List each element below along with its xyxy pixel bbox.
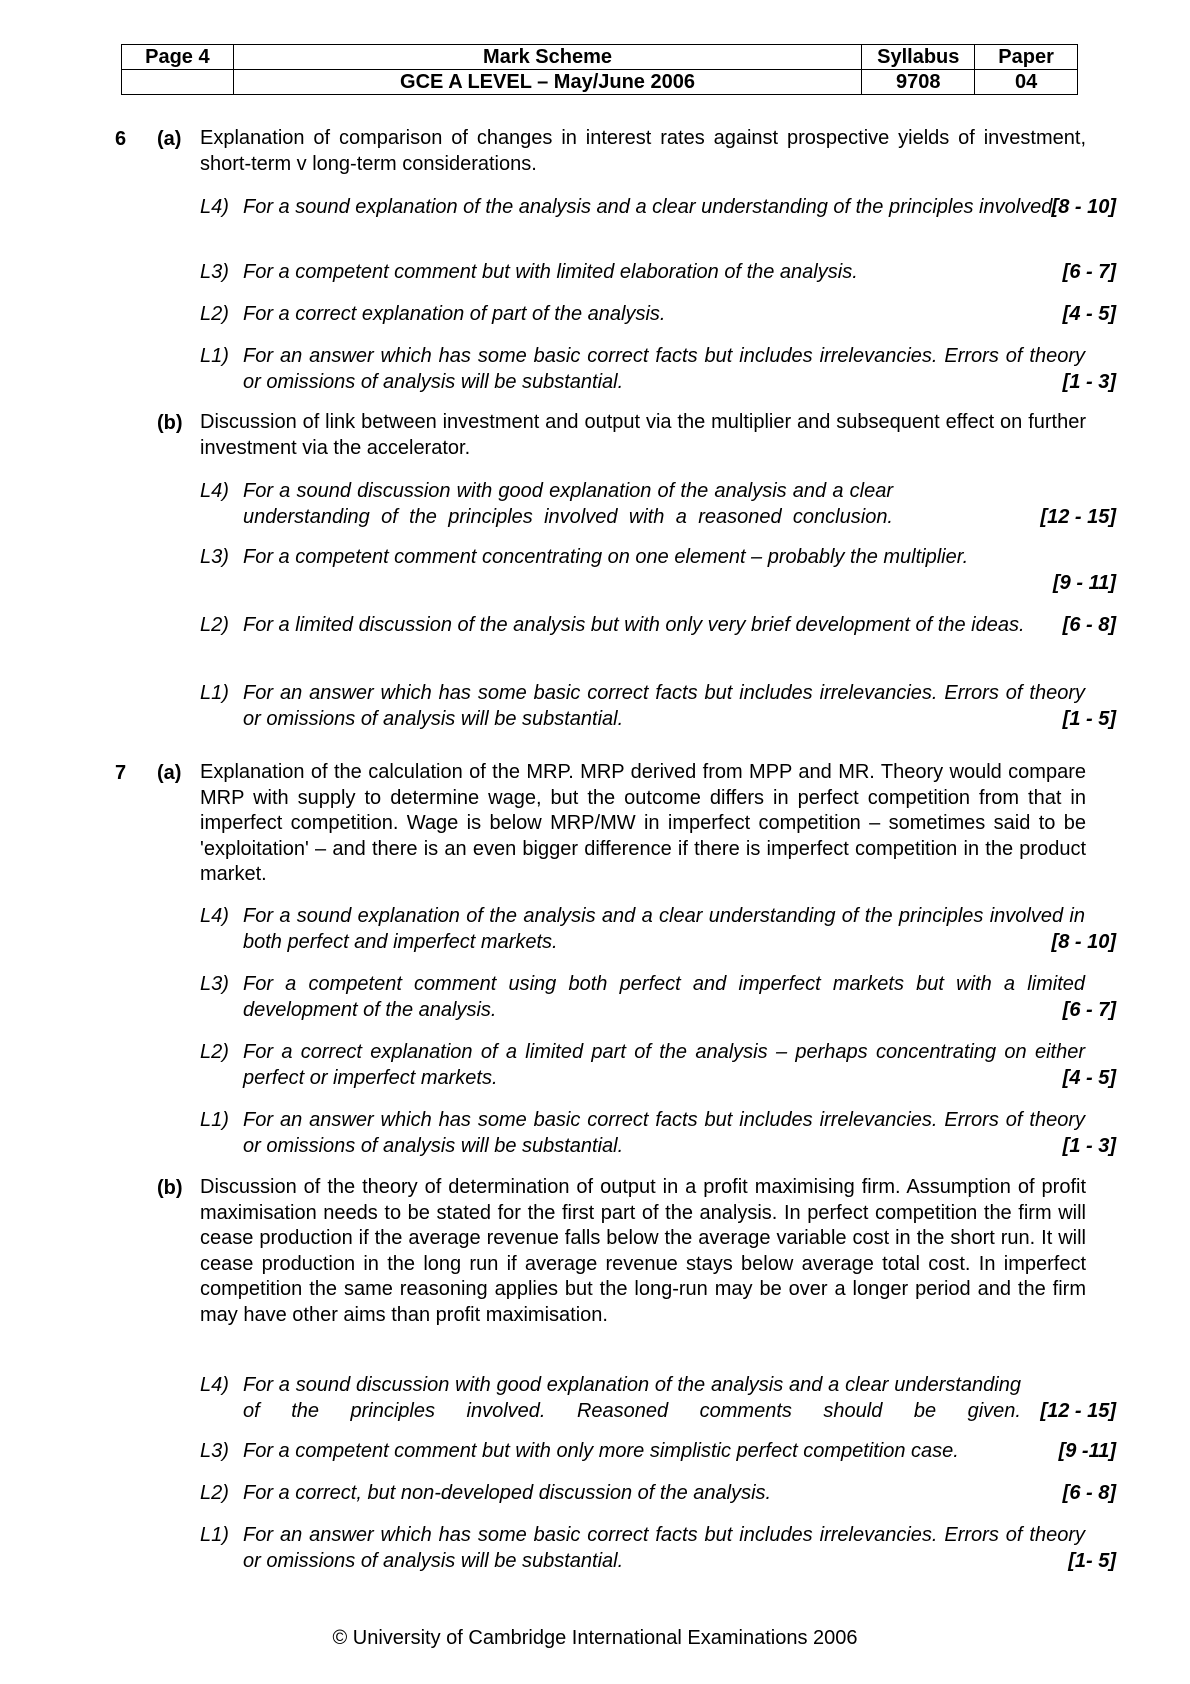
- level-descriptor: [200, 1040, 1116, 1091]
- document-title: Mark Scheme: [233, 45, 862, 70]
- level-text: For a correct explanation of a limited part of the analysis – perhaps concentrating on either perfect or imperfect markets.: [243, 1041, 1085, 1089]
- level-code: L2): [200, 1041, 229, 1063]
- level-descriptor: [200, 681, 1116, 732]
- level-text: For a correct, but non-developed discussion of the analysis.: [243, 1482, 772, 1504]
- level-text: For an answer which has some basic correct facts but includes irrelevancies. Errors of theory or omissions of analysis will be substantial.: [243, 1524, 1085, 1572]
- mark-range: [6 - 8]: [1062, 1482, 1116, 1504]
- part-label: (a): [157, 762, 182, 784]
- level-text: For a sound discussion with good explanation of the analysis and a clear understanding of the principles involved with a reasoned conclusion.: [243, 480, 893, 528]
- level-code: L2): [200, 303, 229, 325]
- level-text: For an answer which has some basic correct facts but includes irrelevancies. Errors of theory or omissions of analysis will be substantial.: [243, 1109, 1085, 1157]
- mark-range: [4 - 5]: [1062, 1066, 1116, 1089]
- level-descriptor: [200, 302, 1116, 328]
- level-descriptor: [200, 972, 1116, 1023]
- header-table: [121, 44, 1078, 95]
- level-code: L1): [200, 1524, 229, 1546]
- question-text: Explanation of comparison of changes in interest rates against prospective yields of investment, short-term v long-term considerations.: [200, 127, 1086, 175]
- mark-range: [4 - 5]: [1062, 303, 1116, 325]
- level-code: L2): [200, 1482, 229, 1504]
- level-descriptor: [200, 344, 1116, 395]
- level-code: L3): [200, 546, 229, 568]
- question-number: 7: [115, 762, 127, 784]
- question-number: 6: [115, 128, 127, 150]
- mark-range: [12 - 15]: [1040, 1399, 1116, 1422]
- level-descriptor: [200, 1523, 1116, 1574]
- level-code: L3): [200, 973, 229, 995]
- mark-range: [6 - 8]: [1062, 614, 1116, 636]
- mark-range: [1 - 3]: [1062, 1134, 1116, 1157]
- part-label: (b): [157, 412, 183, 434]
- level-code: L4): [200, 196, 229, 218]
- level-descriptor: [200, 1439, 1116, 1465]
- question-text: Discussion of link between investment and output via the multiplier and subsequent effect on further investment via the accelerator.: [200, 411, 1086, 459]
- copyright-footer: © University of Cambridge International Examinations 2006: [332, 1627, 858, 1649]
- level-code: L1): [200, 345, 229, 367]
- level-code: L2): [200, 614, 229, 636]
- level-code: L4): [200, 1374, 229, 1396]
- paper-label: Paper: [975, 45, 1078, 70]
- level-text: For a sound explanation of the analysis and a clear understanding of the principles involved.: [243, 196, 1058, 218]
- level-text: For a correct explanation of part of the analysis.: [243, 303, 666, 325]
- level-descriptor: [200, 1108, 1116, 1159]
- level-text: For a sound discussion with good explanation of the analysis and a clear understanding of the principles involved. Reasoned comments should be given.: [243, 1374, 1021, 1422]
- question-text: Explanation of the calculation of the MRP. MRP derived from MPP and MR. Theory would compare MRP with supply to determine wage, but the outcome differs in perfect competition from that in imperfect competition. Wage is below MRP/MW in imperfect competition – sometimes said to be 'exploitation' – and there is an even bigger difference if there is imperfect competition in the product market.: [200, 761, 1086, 886]
- empty-cell: [122, 70, 234, 95]
- level-text: For an answer which has some basic correct facts but includes irrelevancies. Errors of theory or omissions of analysis will be substantial.: [243, 682, 1085, 730]
- level-descriptor: [200, 904, 1116, 955]
- level-descriptor: [200, 260, 1116, 286]
- level-text: For a competent comment but with only more simplistic perfect competition case.: [243, 1440, 959, 1462]
- level-code: L3): [200, 1440, 229, 1462]
- mark-range: [6 - 7]: [1062, 998, 1116, 1021]
- paper-code: 04: [975, 70, 1078, 95]
- level-descriptor: [200, 613, 1116, 639]
- mark-range: [12 - 15]: [1040, 505, 1116, 528]
- part-label: (a): [157, 128, 182, 150]
- question-text: Discussion of the theory of determination of output in a profit maximising firm. Assumption of profit maximisation needs to be stated for the first part of the analysis. In perfect competition the firm will cease production if the average revenue falls below the average variable cost in the short run. It will cease production in the long run if average revenue stays below average total cost. In imperfect competition the same reasoning applies but the long-run may be over a longer period and the firm may have other aims than profit maximisation.: [200, 1176, 1086, 1326]
- part-label: (b): [157, 1177, 183, 1199]
- mark-range: [1 - 5]: [1062, 707, 1116, 730]
- level-descriptor: [200, 545, 1116, 596]
- level-code: L1): [200, 1109, 229, 1131]
- level-code: L4): [200, 480, 229, 502]
- exam-subtitle: GCE A LEVEL – May/June 2006: [233, 70, 862, 95]
- level-text: For a competent comment but with limited elaboration of the analysis.: [243, 261, 858, 283]
- level-descriptor: [200, 1481, 1116, 1507]
- level-descriptor: [200, 195, 1116, 221]
- level-descriptor: [200, 1373, 1116, 1424]
- level-code: L4): [200, 905, 229, 927]
- mark-range: [6 - 7]: [1062, 261, 1116, 283]
- syllabus-label: Syllabus: [862, 45, 975, 70]
- level-text: For an answer which has some basic correct facts but includes irrelevancies. Errors of theory or omissions of analysis will be substantial.: [243, 345, 1085, 393]
- level-code: L1): [200, 682, 229, 704]
- level-text: For a limited discussion of the analysis but with only very brief development of the ideas.: [243, 614, 1025, 636]
- page-label: Page 4: [122, 45, 234, 70]
- level-descriptor: [200, 479, 1116, 530]
- level-code: L3): [200, 261, 229, 283]
- mark-range: [8 - 10]: [1051, 196, 1116, 218]
- mark-range: [8 - 10]: [1051, 930, 1116, 953]
- level-text: For a sound explanation of the analysis and a clear understanding of the principles involved in both perfect and imperfect markets.: [243, 905, 1085, 953]
- level-text: For a competent comment using both perfect and imperfect markets but with a limited development of the analysis.: [243, 973, 1085, 1021]
- mark-range: [9 -11]: [1058, 1440, 1116, 1462]
- mark-range: [1 - 3]: [1062, 370, 1116, 393]
- level-text: For a competent comment concentrating on one element – probably the multiplier.: [243, 546, 969, 568]
- mark-range: [9 - 11]: [1053, 571, 1116, 594]
- syllabus-code: 9708: [862, 70, 975, 95]
- mark-range: [1- 5]: [1068, 1549, 1116, 1572]
